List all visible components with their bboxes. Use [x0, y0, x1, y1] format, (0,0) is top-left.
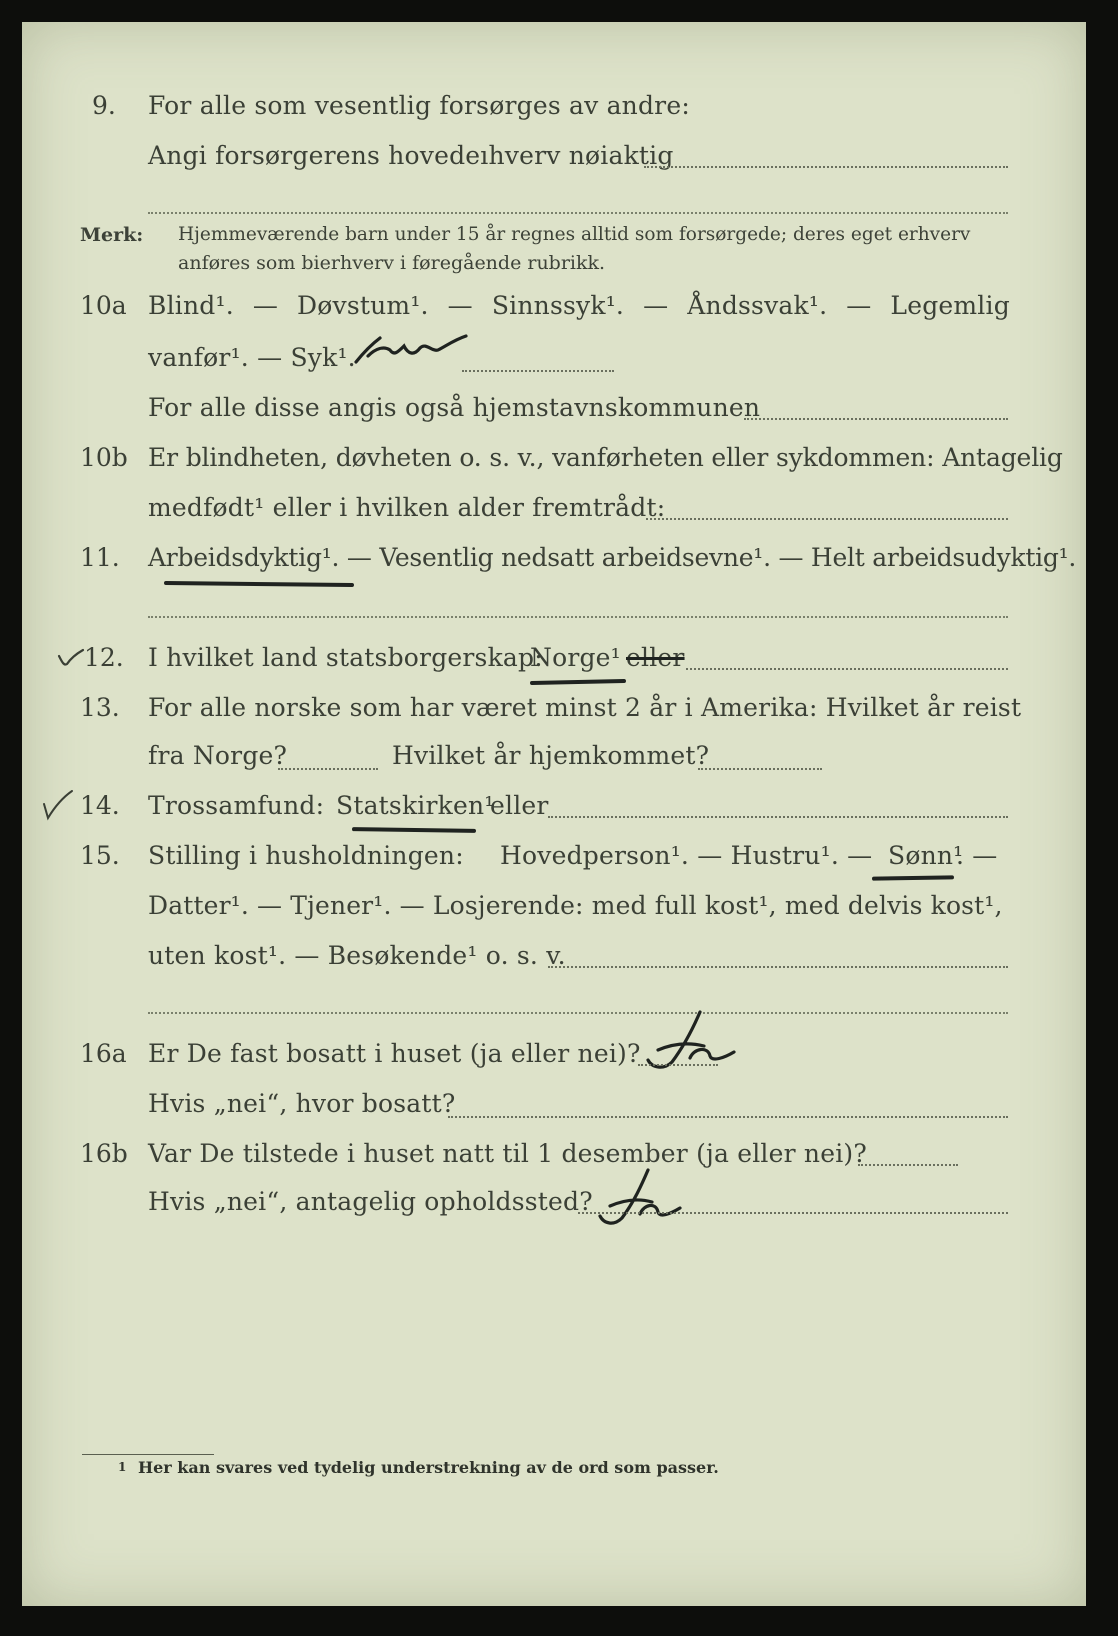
q16a-bosatt-field[interactable] — [448, 1116, 1008, 1118]
q10a-dash2: — — [447, 291, 473, 320]
q14-number: 14. — [80, 791, 120, 820]
census-form-page — [22, 22, 1086, 1606]
q10a-line1 — [148, 290, 1010, 322]
q13-number: 13. — [80, 693, 120, 722]
q15-line1a: Stilling i husholdningen: — [148, 841, 464, 870]
q12-answer-field[interactable] — [686, 668, 1008, 670]
q10b-answer-field[interactable] — [646, 518, 1008, 520]
q12-answer-underline — [530, 679, 626, 685]
q10a-dovstum: Døvstum¹. — [297, 291, 429, 320]
q15-number: 15. — [80, 841, 120, 870]
merk-line2: anføres som bierhverv i føregående rubrikk. — [178, 252, 606, 274]
q14-line1: Trossamfund: — [148, 791, 325, 820]
q10a-sinnssyk: Sinnssyk¹. — [491, 291, 625, 320]
q10a-dash1: — — [252, 291, 279, 320]
q16b-handwritten-answer — [594, 1166, 694, 1232]
q15-answer-underline — [872, 875, 954, 880]
q16a-answer-text: Ja — [746, 1076, 747, 1077]
q15-line3: uten kost¹. — Besøkende¹ o. s. v. — [148, 941, 566, 970]
q16b-line1: Var De tilstede i huset natt til 1 desember (ja eller nei)? — [148, 1139, 867, 1168]
q10a-blind: Blind¹. — [148, 291, 234, 320]
q16b-line2: Hvis „nei“, antagelig opholdssted? — [148, 1187, 593, 1216]
q16a-line2: Hvis „nei“, hvor bosatt? — [148, 1089, 456, 1118]
q16b-answer-field[interactable] — [858, 1164, 958, 1166]
q10b-number: 10b — [80, 443, 128, 472]
q13-reist-field[interactable] — [278, 768, 378, 770]
q11-answer-underline — [164, 581, 354, 587]
q10a-legemlig: Legemlig — [890, 291, 1010, 320]
q16a-line1: Er De fast bosatt i huset (ja eller nei)? — [148, 1039, 641, 1068]
q13-hjemkommet-field[interactable] — [698, 768, 822, 770]
q10a-dash4: — — [846, 291, 872, 320]
footnote-text: Her kan svares ved tydelig understrekning av de ord som passer. — [138, 1458, 719, 1477]
footnote-separator — [82, 1454, 214, 1455]
q12-struck-eller: eller — [626, 643, 685, 672]
q16a-handwritten-answer — [638, 1006, 748, 1078]
q9-answer-field[interactable] — [644, 166, 1008, 168]
q15-answer: Sønn¹ — [888, 841, 964, 870]
q13-line2b: Hvilket år hjemkommet? — [392, 741, 710, 770]
q10a-hjemstavn-field[interactable] — [744, 418, 1008, 420]
q12-line1: I hvilket land statsborgerskap: — [148, 643, 543, 672]
q15-continuation-line[interactable] — [148, 1012, 1008, 1014]
q16a-answer-field[interactable] — [638, 1064, 718, 1066]
q14-check-icon — [40, 788, 76, 822]
q16b-answer-text: Ja — [692, 1230, 693, 1231]
footnote-mark: 1 — [118, 1460, 127, 1474]
q14-rest: eller — [490, 791, 549, 820]
q10a-line2: vanfør¹. — Syk¹. — [148, 343, 356, 372]
q13-line2a: fra Norge? — [148, 741, 288, 770]
q15-answer-field[interactable] — [548, 966, 1008, 968]
q9-line2: Angi forsørgerens hovedeıhverv nøiaktig — [148, 141, 674, 170]
q16b-number: 16b — [80, 1139, 128, 1168]
q16a-number: 16a — [80, 1039, 127, 1068]
q10a-line3: For alle disse angis også hjemstavnskommunen — [148, 393, 761, 422]
q13-line1: For alle norske som har været minst 2 år i Amerika: Hvilket år reist — [148, 693, 1022, 722]
q15-line2: Datter¹. — Tjener¹. — Losjerende: med full kost¹, med delvis kost¹, — [148, 891, 1003, 920]
merk-line1: Hjemmeværende barn under 15 år regnes alltid som forsørgede; deres eget erhverv — [178, 224, 971, 245]
q14-answer-field[interactable] — [548, 816, 1008, 818]
q10a-number: 10a — [80, 291, 127, 320]
q10a-andssvak: Åndssvak¹. — [687, 291, 828, 320]
q9-number: 9. — [92, 91, 116, 120]
q10a-answer-field[interactable] — [462, 370, 614, 372]
q14-answer-underline — [352, 827, 476, 833]
q11-line1: Arbeidsdyktig¹. — Vesentlig nedsatt arbeidsevne¹. — Helt arbeidsudyktig¹. — [148, 543, 1077, 572]
q12-check-icon — [56, 646, 86, 670]
q14-answer: Statskirken¹ — [336, 791, 495, 820]
q15-line1d: . — — [956, 841, 998, 870]
q10b-line1: Er blindheten, døvheten o. s. v., vanførheten eller sykdommen: Antagelig — [148, 443, 1063, 472]
q10a-dash3: — — [643, 291, 669, 320]
q9-line1: For alle som vesentlig forsørges av andre: — [148, 91, 690, 120]
q16b-opholdssted-field[interactable] — [578, 1212, 1008, 1214]
q10a-answer-text: nei — [480, 372, 482, 373]
q11-continuation-line[interactable] — [148, 616, 1008, 618]
q10a-handwritten-answer — [350, 322, 480, 374]
q15-line1b: Hovedperson¹. — Hustru¹. — — [500, 841, 873, 870]
q11-number: 11. — [80, 543, 120, 572]
q9-continuation-line[interactable] — [148, 212, 1008, 214]
q10b-line2: medfødt¹ eller i hvilken alder fremtrådt: — [148, 493, 666, 522]
merk-label: Merk: — [80, 224, 144, 246]
q12-number: 12. — [84, 643, 124, 672]
q12-answer: Norge¹ — [530, 643, 621, 672]
